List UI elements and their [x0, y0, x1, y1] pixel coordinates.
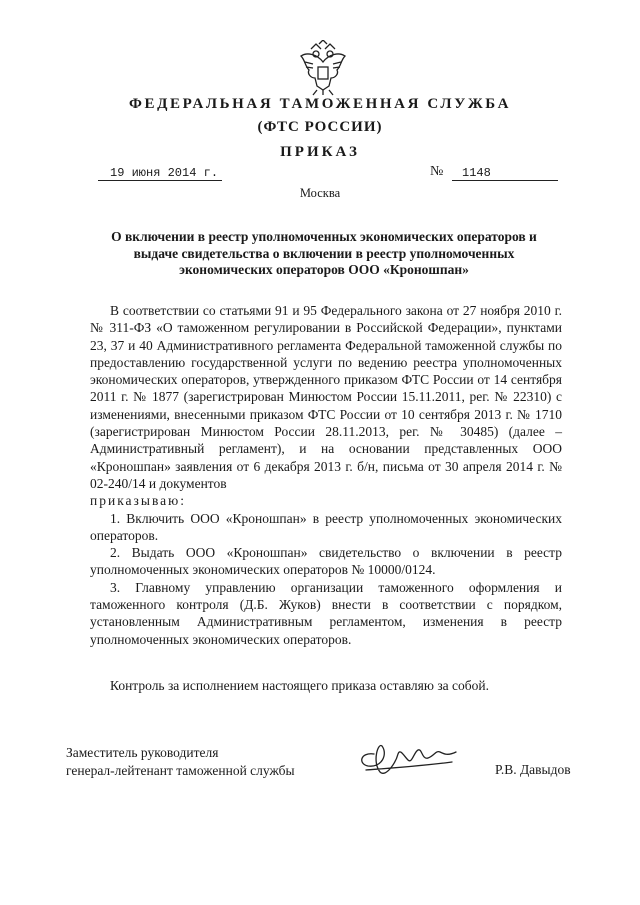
- order-subject: О включении в реестр уполномоченных экономических операторов и выдаче свидетельства о включении в реестр уполномоченных экономических операторов ООО «Кроношпан»: [111, 229, 537, 277]
- number-sign: №: [430, 164, 444, 179]
- order-date: 19 июня 2014 г.: [98, 166, 222, 181]
- preamble-paragraph: В соответствии со статьями 91 и 95 Федерального закона от 27 ноября 2010 г. № 311-ФЗ «О таможенном регулировании в Российской Федерации», пунктами 23, 37 и 40 Административного регламента Федеральной таможенной службы по предоставлению государственной услуги по ведению реестра уполномоченных экономических операторов, утвержденного приказом ФТС России от 14 сентября 2011 г. № 1877 (зарегистрирован Минюстом России 15.11.2011, рег. № 22310) с изменениями, внесенными приказом ФТС России от 10 сентября 2013 г. № 1710 (зарегистрирован Минюстом России 28.11.2013, рег. № 30485) (далее – Административный регламент), и на основании представленных ООО «Кроношпан» заявления от 6 декабря 2013 г. б/н, письма от 30 апреля 2014 г. № 02-240/14 и документов: [90, 303, 562, 491]
- signer-position: [66, 744, 346, 779]
- organization-abbreviation: (ФТС РОССИИ): [257, 119, 383, 135]
- city: Москва: [299, 186, 341, 200]
- order-body: [90, 302, 562, 648]
- order-item: 2. Выдать ООО «Кроношпан» свидетельство о включении в реестр уполномоченных экономических операторов № 10000/0124.: [90, 545, 562, 578]
- order-item: 1. Включить ООО «Кроношпан» в реестр уполномоченных экономических операторов.: [90, 510, 562, 543]
- coat-of-arms-icon: [297, 40, 349, 96]
- order-item: 3. Главному управлению организации таможенного оформления и таможенного контроля (Д.Б. Жуков) внести в соответствии с порядком, установленным Административным регламентом, изменения в реестр уполномоченных экономических операторов.: [90, 579, 562, 647]
- organization-name: ФЕДЕРАЛЬНАЯ ТАМОЖЕННАЯ СЛУЖБА: [128, 96, 512, 112]
- order-word: приказываю:: [90, 493, 186, 509]
- order-number: 1148: [452, 166, 558, 181]
- document-type-title: ПРИКАЗ: [280, 144, 360, 160]
- handwritten-signature: [352, 732, 472, 782]
- signer-position-line: генерал-лейтенант таможенной службы: [66, 762, 295, 778]
- signer-name: Р.В. Давыдов: [495, 762, 571, 777]
- signer-position-line: Заместитель руководителя: [66, 745, 219, 760]
- control-statement: Контроль за исполнением настоящего приказа оставляю за собой.: [110, 678, 489, 693]
